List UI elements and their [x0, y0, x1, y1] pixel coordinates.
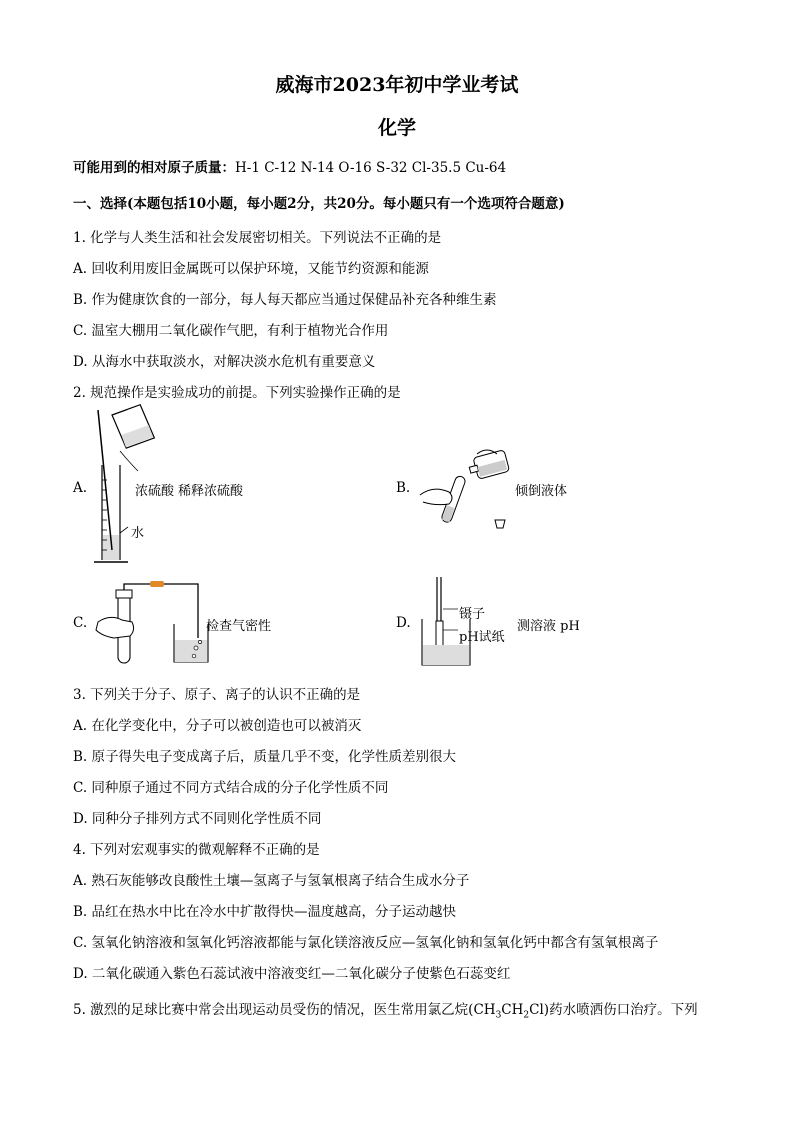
q5-stem — [73, 998, 698, 1021]
airtightness-figure — [92, 578, 212, 668]
q2-option-c-letter: C. — [73, 615, 88, 631]
section-heading: 一、选择(本题包括10小题，每小题2分，共20分。每小题只有一个选项符合题意) — [73, 196, 565, 212]
q4-option-d: D. 二氧化碳通入紫色石蕊试液中溶液变红—二氧化碳分子使紫色石蕊变红 — [73, 966, 511, 982]
q1-option-c: C. 温室大棚用二氧化碳作气肥，有利于植物光合作用 — [73, 323, 389, 339]
q1-option-b: B. 作为健康饮食的一部分，每人每天都应当通过保健品补充各种维生素 — [73, 292, 497, 308]
q4-option-b: B. 品红在热水中比在冷水中扩散得快—温度越高，分子运动越快 — [73, 904, 457, 920]
q4-stem: 4. 下列对宏观事实的微观解释不正确的是 — [73, 842, 320, 858]
formula-ch2: $CH_2$ — [501, 1002, 530, 1021]
label-water: 水 — [131, 526, 145, 541]
q5-stem-end: )药水喷洒伤口治疗。下列 — [543, 1002, 698, 1018]
q1-option-d: D. 从海水中获取淡水，对解决淡水危机有重要意义 — [73, 354, 376, 370]
q5-stem-start: 5. 激烈的足球比赛中常会出现运动员受伤的情况，医生常用氯乙烷( — [73, 1002, 474, 1018]
atomic-mass-values: H-1 C-12 N-14 O-16 S-32 Cl-35.5 Cu-64 — [235, 160, 507, 176]
caption-airtightness: 检查气密性 — [206, 619, 272, 634]
q1-option-a: A. 回收利用废旧金属既可以保护环境，又能节约资源和能源 — [73, 261, 429, 277]
q3-option-d: D. 同种分子排列方式不同则化学性质不同 — [73, 811, 322, 827]
caption-pouring: 倾倒液体 — [515, 484, 568, 499]
q3-option-a: A. 在化学变化中，分子可以被创造也可以被消灭 — [73, 718, 362, 734]
label-tweezers: 镊子 — [459, 607, 486, 622]
label-conc-sulfuric-acid: 浓硫酸 — [135, 484, 175, 499]
q2-stem: 2. 规范操作是实验成功的前提。下列实验操作正确的是 — [73, 385, 401, 401]
q2-option-b-letter: B. — [396, 480, 411, 496]
q4-option-a: A. 熟石灰能够改良酸性土壤—氢离子与氢氧根离子结合生成水分子 — [73, 873, 470, 889]
q2-option-a-letter: A. — [73, 480, 88, 496]
exam-title: 威海市2023年初中学业考试 — [275, 74, 519, 96]
q3-option-c: C. 同种原子通过不同方式结合成的分子化学性质不同 — [73, 780, 389, 796]
atomic-mass-line — [73, 156, 506, 176]
formula-cl: Cl — [529, 1002, 544, 1018]
q1-stem: 1. 化学与人类生活和社会发展密切相关。下列说法不正确的是 — [73, 230, 442, 246]
q3-option-b: B. 原子得失电子变成离子后，质量几乎不变，化学性质差别很大 — [73, 749, 457, 765]
formula-ch3: $CH_3$ — [473, 1002, 502, 1021]
label-ph-paper: pH试纸 — [459, 630, 505, 645]
subject-title: 化学 — [377, 117, 416, 139]
q4-option-c: C. 氢氧化钠溶液和氢氧化钙溶液都能与氯化镁溶液反应—氢氧化钠和氢氧化钙中都含有氢氧根离子 — [73, 935, 659, 951]
pouring-figure — [415, 450, 525, 535]
q2-option-d-letter: D. — [396, 615, 411, 631]
q3-stem: 3. 下列关于分子、原子、离子的认识不正确的是 — [73, 687, 361, 703]
caption-measure-ph: 测溶液 pH — [517, 619, 580, 634]
caption-dilute-acid: 稀释浓硫酸 — [178, 484, 244, 499]
atomic-mass-label: 可能用到的相对原子质量： — [73, 160, 235, 176]
ph-figure — [418, 575, 478, 670]
